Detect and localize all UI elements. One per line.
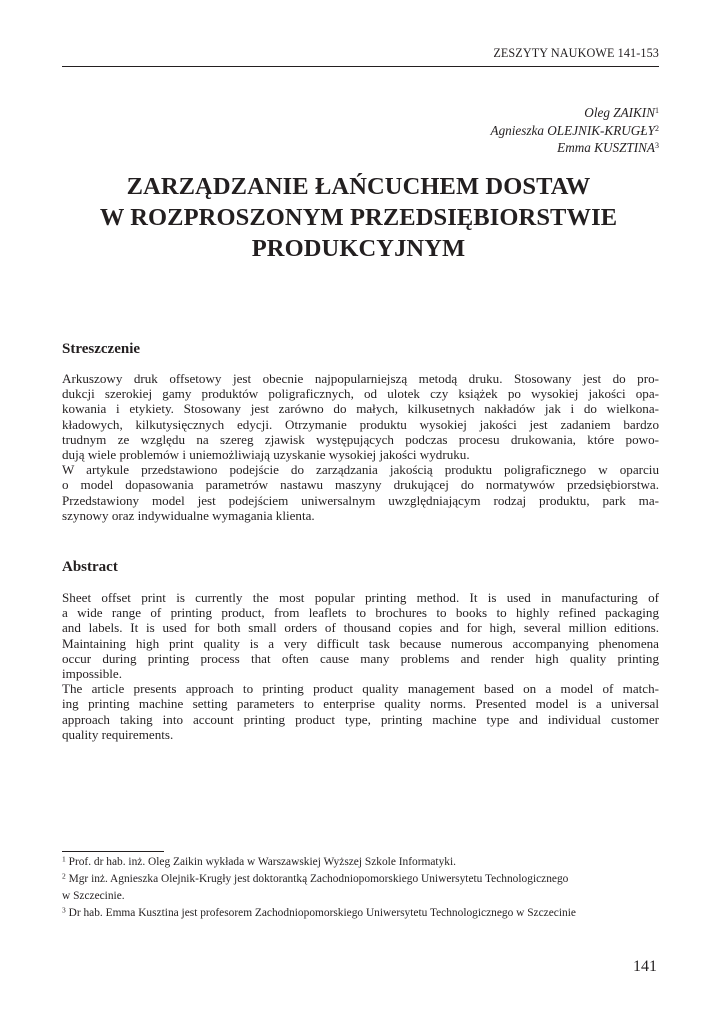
- header-rule: [62, 66, 659, 67]
- footnote-2: [62, 871, 659, 888]
- text-line: trudnym ze względu na szereg zjawisk występujących podczas procesu drukowania, które powo-: [62, 431, 659, 447]
- footnote-text: Prof. dr hab. inż. Oleg Zaikin wykłada w Warszawskiej Wyższej Szkole Informatyki.: [68, 856, 456, 868]
- footnote-mark[interactable]: 2: [655, 123, 659, 133]
- streszczenie-heading: Streszczenie: [62, 341, 141, 357]
- text-line: approach taking into account printing product type, printing machine type and individual customer: [62, 711, 659, 727]
- author-name: Oleg ZAIKIN: [584, 105, 655, 120]
- page-number: 141: [633, 958, 657, 975]
- text-line: quality requirements.: [62, 726, 174, 742]
- abstract-body: [62, 590, 659, 742]
- text-line: W artykule przedstawiono podejście do zarządzania jakością produktu poligraficznego w oparciu: [62, 462, 659, 478]
- text-line: Maintaining high print quality is a very difficult task because numerous accompanying phenomena: [62, 635, 659, 651]
- text-line: and labels. It is used for both small orders of thousand copies and for high, several million editions.: [62, 620, 659, 636]
- footnote-text: Dr hab. Emma Kusztina jest profesorem Zachodniopomorskiego Uniwersytetu Technologicznego w Szczecinie: [68, 906, 576, 919]
- author-name: Agnieszka OLEJNIK-KRUGŁY: [490, 122, 655, 138]
- author-1: [491, 104, 659, 122]
- author-name: Emma KUSZTINA: [557, 140, 655, 155]
- title-line: PRODUKCYJNYM: [251, 235, 466, 262]
- text-line: szynowy oraz indywidualne wymagania klienta.: [62, 507, 315, 523]
- text-line: a wide range of printing product, from leaflets to brochures to books to highly refined packaging: [62, 605, 659, 621]
- text-line: occur during printing process that often cause many problems and render high quality printing: [62, 650, 659, 666]
- footnote-3: [62, 905, 659, 922]
- footnote-separator: [62, 851, 164, 852]
- abstract-heading: Abstract: [62, 559, 118, 575]
- footnote-1: [62, 854, 659, 871]
- author-2: [491, 122, 659, 140]
- footnote-mark: 3: [62, 905, 66, 915]
- footnote-mark: 2: [62, 871, 66, 881]
- text-line: Przedstawiony model jest podejściem uniwersalnym uwzględniającym rodzaj produktu, park ma-: [62, 492, 659, 508]
- footnote-text: Mgr inż. Agnieszka Olejnik-Krugły jest doktorantką Zachodniopomorskiego Uniwersytetu Technologicznego: [68, 872, 569, 885]
- paper-title: [40, 171, 677, 264]
- text-line: impossible.: [62, 666, 123, 682]
- title-line: W ROZPROSZONYM PRZEDSIĘBIORSTWIE: [99, 204, 618, 231]
- author-list: [491, 104, 659, 157]
- footnotes: [62, 854, 659, 922]
- footnote-mark[interactable]: 3: [655, 141, 659, 150]
- title-line: ZARZĄDZANIE ŁAŃCUCHEM DOSTAW: [126, 173, 591, 200]
- author-3: [491, 139, 659, 157]
- text-line: kładowych, kilkutysięcznych edycji. Otrzymanie produktu wysokiej jakości jest zadaniem bardzo: [62, 416, 659, 432]
- text-line: dują wiele problemów i uniemożliwiają uzyskanie wysokiej jakości wydruku.: [62, 447, 470, 463]
- running-header: ZESZYTY NAUKOWE 141-153: [493, 46, 659, 60]
- footnote-2-continuation: w Szczecinie.: [62, 889, 125, 902]
- text-line: Sheet offset print is currently the most popular printing method. It is used in manufacturing of: [62, 590, 659, 605]
- text-line: dukcji szerokiej gamy produktów poligraficznych, od ulotek czy książek po wysokiej jakości opa-: [62, 386, 659, 402]
- text-line: o model dopasowania parametrów nastawu maszyny drukującej do normatywów przedsiębiorstwa.: [62, 477, 659, 493]
- streszczenie-body: [62, 371, 659, 523]
- text-line: Arkuszowy druk offsetowy jest obecnie najpopularniejszą metodą druku. Stosowany jest do pro-: [62, 371, 659, 386]
- text-line: ing printing machine setting parameters to enterprise quality norms. Presented model is a universal: [62, 696, 659, 712]
- footnote-mark: 1: [62, 854, 66, 864]
- footnote-mark[interactable]: 1: [655, 106, 659, 115]
- text-line: kowania i etykiety. Stosowany jest zarówno do małych, kilkusetnych nakładów jak i do wielkona-: [62, 401, 659, 417]
- text-line: The article presents approach to printing product quality management based on a model of match-: [62, 681, 659, 697]
